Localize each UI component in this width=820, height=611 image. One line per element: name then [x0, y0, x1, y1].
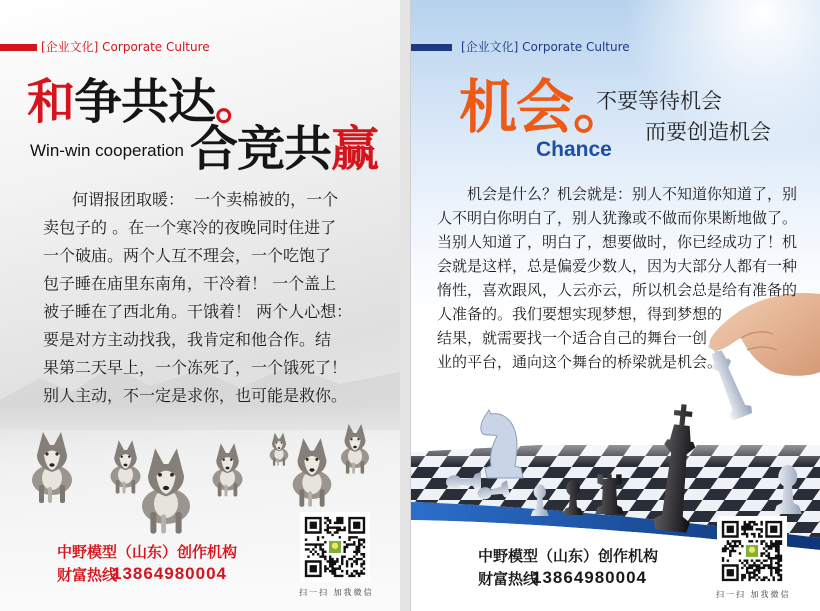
- slogan-line: 而要创造机会: [645, 120, 771, 144]
- body-line: 一个破庙。两个人互不理会，一个吃饱了: [43, 246, 332, 265]
- slogan-line: 不要等待机会: [596, 89, 722, 113]
- body-line: 何谓报团取暖： 一个卖棉被的，一个: [72, 190, 339, 209]
- poster-chance: [410, 0, 820, 611]
- body-line: 要是对方主动找我，我肯定和他合作。结: [43, 330, 332, 349]
- hotline-number: 13864980004: [112, 564, 228, 583]
- qr-code: [300, 512, 370, 582]
- title-main-text: 机会: [459, 73, 574, 141]
- subtitle-english: Win-win cooperation: [30, 141, 185, 160]
- body-line: 人不明白你明白了，别人犹豫或不做而你果断地做了。: [437, 209, 798, 227]
- header-tag: [企业文化] Corporate Culture: [461, 40, 630, 54]
- body-line: 机会是什么？机会就是：别人不知道你知道了，别: [467, 185, 798, 203]
- header-accent-bar: [0, 44, 37, 51]
- white-knight: [481, 410, 523, 478]
- body-line: 当别人知道了，明白了，想要做时，你已经成功了！机: [437, 233, 798, 251]
- body-line: 业的平台，通向这个舞台的桥梁就是机会。: [437, 353, 723, 371]
- white-king: [700, 335, 753, 421]
- body-line: 别人主动，不一定是求你，也可能是救你。: [43, 386, 348, 405]
- body-line: 卖包子的 。在一个寒冷的夜晚同时住进了: [43, 218, 337, 237]
- title-second-accent-char: 赢: [331, 121, 379, 177]
- organization-name: 中野模型（山东）创作机构: [478, 547, 659, 565]
- qr-caption: 扫一扫 加我微信: [716, 590, 791, 599]
- hotline-label: 财富热线: [478, 570, 539, 588]
- body-line: 会就是这样，总是偏爱少数人，因为大部分人都有一种: [437, 257, 798, 275]
- body-line: 人准备的。我们要想实现梦想，得到梦想的: [437, 305, 723, 323]
- title-main-period: 。: [215, 74, 263, 130]
- title-main-accent-char: 和: [27, 74, 75, 130]
- header-tag: [企业文化] Corporate Culture: [41, 40, 210, 54]
- header-accent-bar: [411, 44, 452, 51]
- body-line: 被子睡在了西北角。干饿着！ 两个人心想：: [43, 302, 353, 321]
- title-main-text: 争共达: [74, 74, 216, 130]
- body-line: 包子睡在庙里东南角，干冷着！ 一个盖上: [43, 274, 337, 293]
- title-second: [190, 123, 378, 175]
- body-line: 惰性，喜欢跟风，人云亦云，所以机会总是给有准备的: [437, 281, 798, 299]
- title-second-text: 合竞共: [190, 121, 332, 177]
- hotline-number: 13864980004: [532, 568, 648, 587]
- organization-name: 中野模型（山东）创作机构: [57, 543, 238, 561]
- title-main-period: 。: [573, 73, 631, 141]
- qr-caption: 扫一扫 加我微信: [299, 588, 374, 597]
- qr-code: [717, 516, 787, 586]
- subtitle-english: Chance: [536, 138, 612, 161]
- body-line: 果第二天早上，一个冻死了，一个饿死了！: [43, 358, 348, 377]
- hotline-label: 财富热线: [57, 566, 118, 584]
- poster-win-win-cooperation: [0, 0, 400, 611]
- body-line: 结果，就需要找一个适合自己的舞台一创: [437, 329, 708, 347]
